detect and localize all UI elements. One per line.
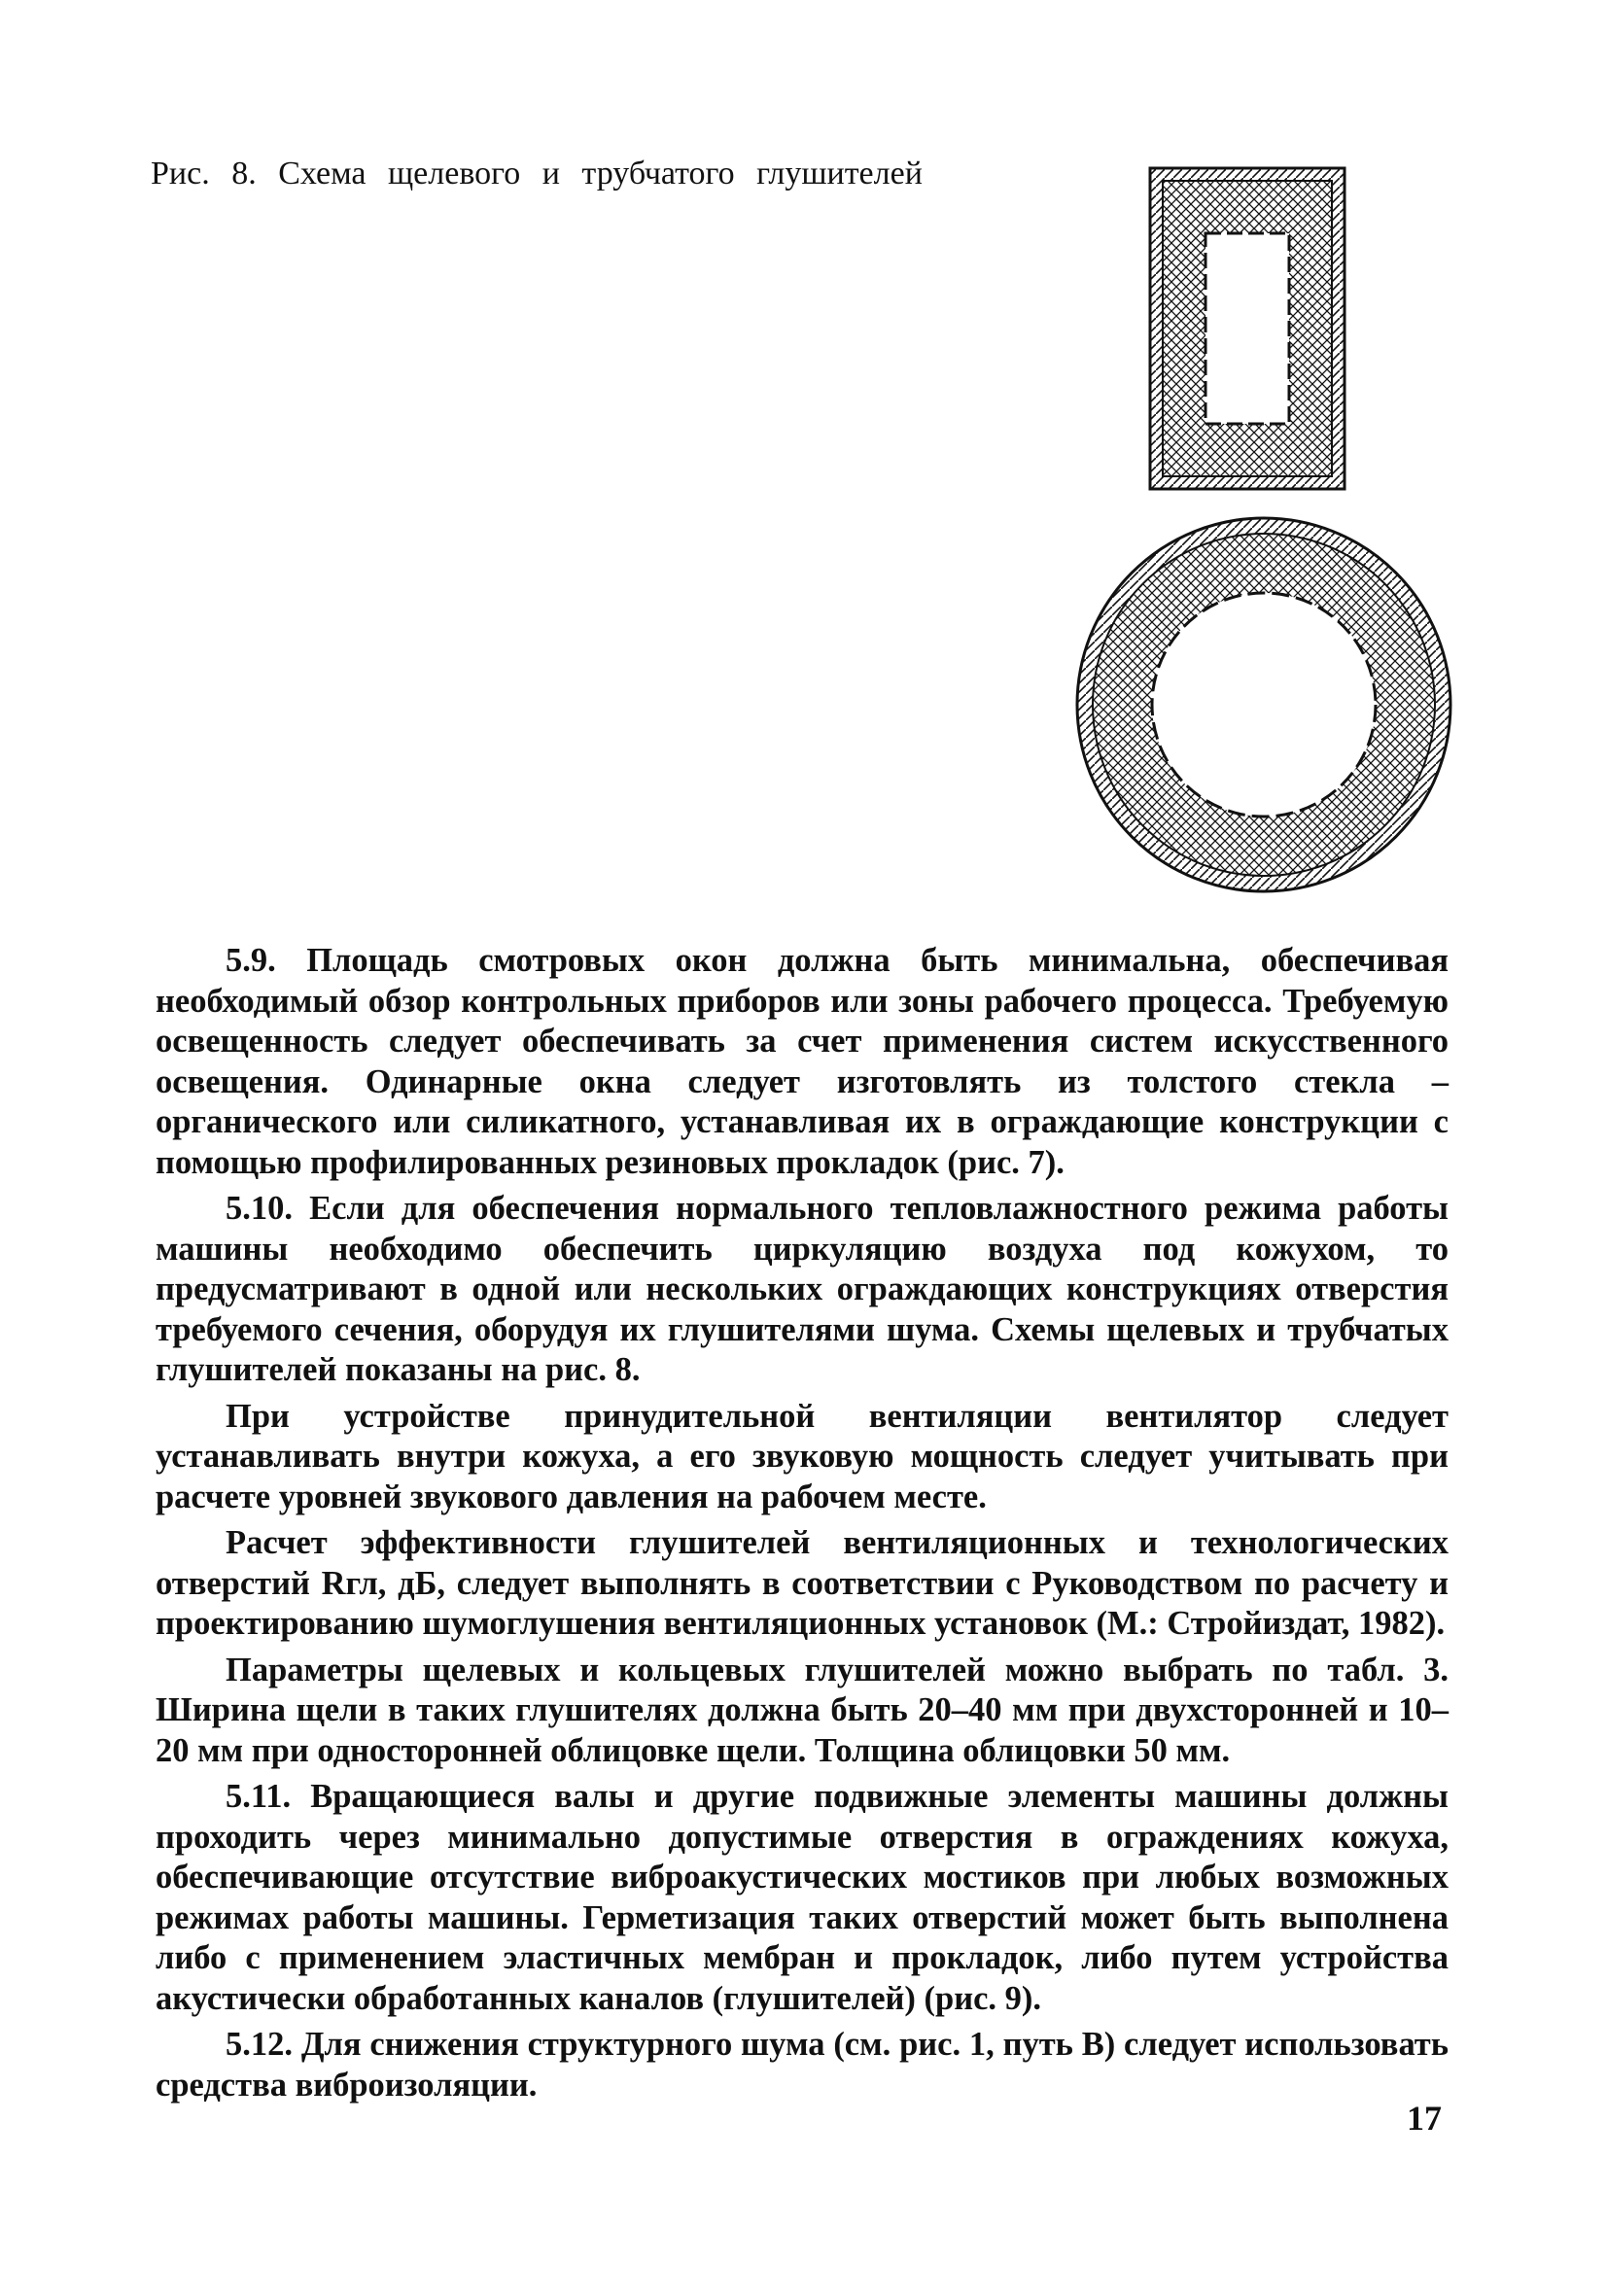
- paragraph-number: 5.10.: [226, 1190, 293, 1227]
- paragraph-text: Площадь смотровых окон должна быть минимальна, обеспечивая необходимый обзор контрольных приборов или зоны рабочего процесса. Требуемую освещенность следует обеспечивать за счет применения систем искусственного освещения. Одинарные окна следует изготовлять из толстого стекла – органического или силикатного, устанавливая их в ограждающие конструкции с помощью профилированных резиновых прокладок (рис. 7).: [156, 942, 1449, 1181]
- paragraph-text: Расчет эффективности глушителей вентиляционных и технологических отверстий Rгл, дБ, следует выполнять в соответствии с Руководством по расчету и проектированию шумоглушения вентиляционных установок (М.: Стройиздат, 1982).: [156, 1524, 1449, 1642]
- paragraph-5-12: [156, 2025, 1449, 2105]
- paragraph-parameters: [156, 1651, 1449, 1772]
- paragraph-text: При устройстве принудительной вентиляции вентилятор следует устанавливать внутри кожуха, а его звуковую мощность следует учитывать при расчете уровней звукового давления на рабочем месте.: [156, 1397, 1449, 1515]
- paragraph-number: 5.12.: [226, 2026, 293, 2063]
- figure-caption: Рис. 8. Схема щелевого и трубчатого глушителей: [151, 156, 923, 191]
- tube-silencer-diagram: [1077, 518, 1450, 891]
- paragraph-text: Для снижения структурного шума (см. рис. 1, путь В) следует использовать средства виброизоляции.: [156, 2026, 1449, 2104]
- paragraph-text: Вращающиеся валы и другие подвижные элементы машины должны проходить через минимально допустимые отверстия в ограждениях кожуха, обеспечивающие отсутствие виброакустических мостиков при любых возможных режимах работы машины. Герметизация таких отверстий может быть выполнена либо с применением эластичных мембран и прокладок, либо путем устройства акустически обработанных каналов (глушителей) (рис. 9).: [156, 1778, 1449, 2017]
- figure-8: [1060, 160, 1468, 919]
- paragraph-text: Если для обеспечения нормального тепловлажностного режима работы машины необходимо обеспечить циркуляцию воздуха под кожухом, то предусматривают в одной или нескольких ограждающих конструкциях отверстия требуемого сечения, оборудуя их глушителями шума. Схемы щелевых и трубчатых глушителей показаны на рис. 8.: [156, 1190, 1449, 1388]
- paragraph-5-10: [156, 1189, 1449, 1391]
- slot-silencer-diagram: [1150, 168, 1345, 489]
- paragraph-ventilation: [156, 1397, 1449, 1518]
- paragraph-5-11: [156, 1777, 1449, 2019]
- paragraph-calculation: [156, 1523, 1449, 1645]
- paragraph-number: 5.9.: [226, 942, 276, 979]
- page-number: 17: [1407, 2099, 1442, 2138]
- paragraph-text: Параметры щелевых и кольцевых глушителей можно выбрать по табл. 3. Ширина щели в таких глушителях должна быть 20–40 мм при двухсторонней и 10–20 мм при односторонней облицовке щели. Толщина облицовки 50 мм.: [156, 1651, 1449, 1769]
- body-text: [156, 941, 1449, 2105]
- paragraph-number: 5.11.: [226, 1778, 292, 1815]
- paragraph-5-9: [156, 941, 1449, 1183]
